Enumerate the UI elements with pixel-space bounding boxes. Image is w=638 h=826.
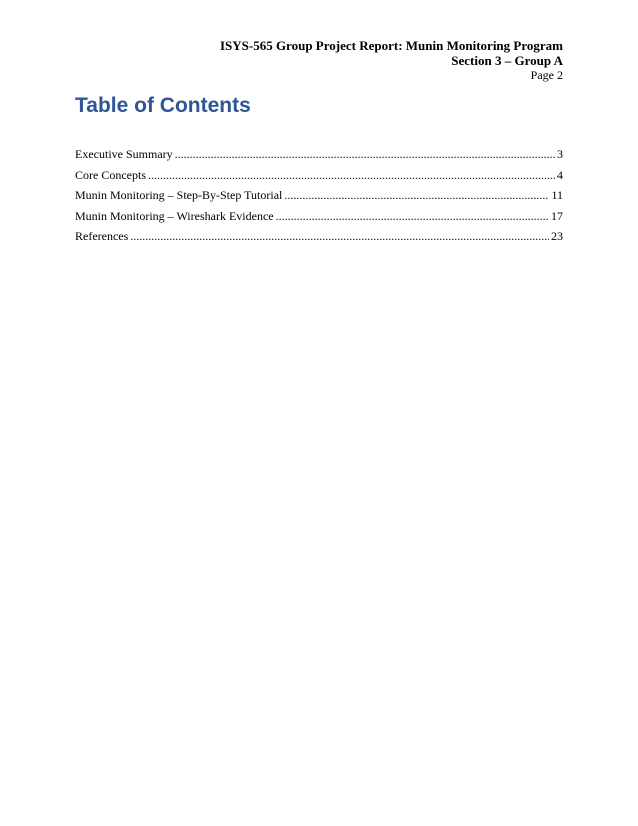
toc-entry-title: References — [75, 229, 129, 243]
toc-entry-page: 3 — [557, 147, 563, 161]
toc-entry-title: Munin Monitoring – Wireshark Evidence — [75, 208, 274, 223]
dot-leader — [130, 229, 549, 244]
toc-entry-core-concepts[interactable] — [75, 168, 563, 189]
toc-entry-title: Executive Summary — [75, 147, 173, 161]
toc-heading: Table of Contents — [75, 94, 251, 117]
page-header — [220, 38, 563, 83]
toc-entry-page: 4 — [557, 167, 563, 182]
dot-leader — [276, 209, 549, 224]
toc-entry-title: Core Concepts — [75, 167, 146, 182]
toc-entry-title: Munin Monitoring – Step-By-Step Tutorial — [75, 188, 283, 202]
toc-list — [75, 147, 563, 250]
dot-leader — [148, 168, 555, 183]
toc-entry-page: 23 — [551, 229, 563, 243]
toc-entry-page: 17 — [551, 208, 563, 223]
dot-leader — [284, 188, 549, 203]
toc-entry-step-by-step-tutorial[interactable] — [75, 188, 563, 209]
toc-entry-references[interactable] — [75, 229, 563, 250]
dot-leader — [175, 147, 555, 162]
report-title: ISYS-565 Group Project Report: Munin Monitoring Program — [219, 38, 563, 53]
toc-entry-page: 11 — [551, 188, 563, 202]
toc-entry-executive-summary[interactable] — [75, 147, 563, 168]
page-number: Page 2 — [530, 68, 563, 82]
section-group-label: Section 3 – Group A — [451, 53, 563, 68]
toc-entry-wireshark-evidence[interactable] — [75, 209, 563, 230]
